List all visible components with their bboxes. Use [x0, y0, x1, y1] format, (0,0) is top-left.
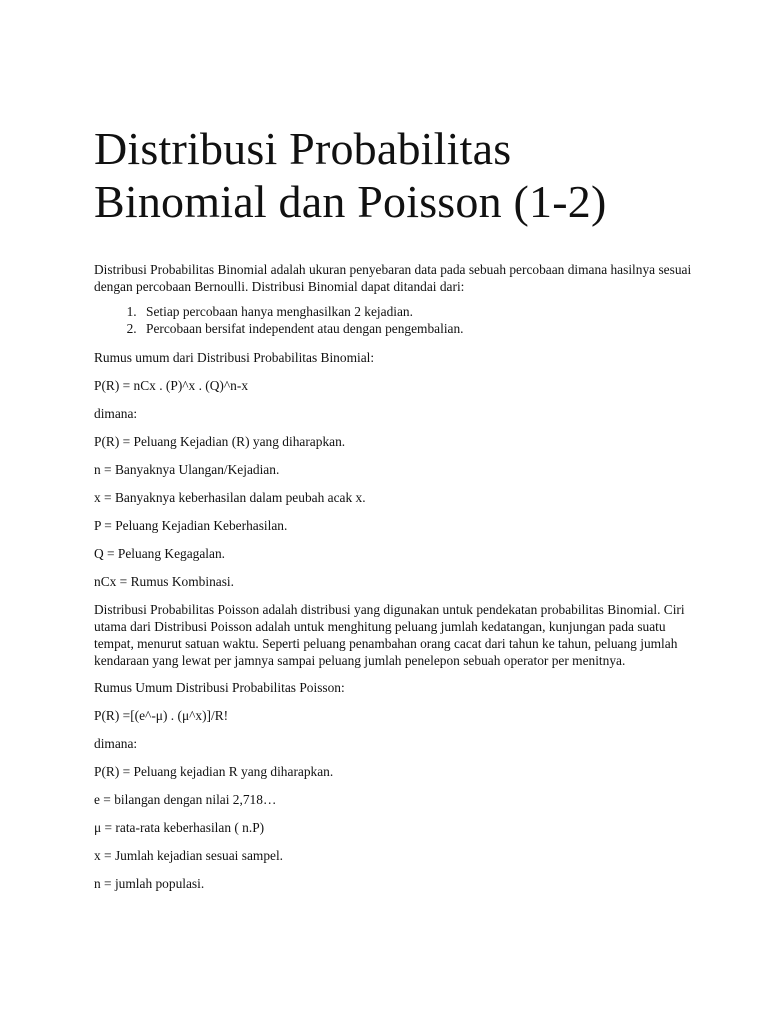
document-title: [94, 122, 694, 228]
poisson-def: e = bilangan dengan nilai 2,718…: [94, 792, 277, 807]
poisson-def: x = Jumlah kejadian sesuai sampel.: [94, 848, 284, 863]
list-item: 1. Setiap percobaan hanya menghasilkan 2 kejadian.: [140, 303, 694, 320]
binomial-def: x = Banyaknya keberhasilan dalam peubah acak x.: [94, 490, 366, 505]
poisson-dimana: dimana:: [94, 736, 138, 751]
title-line-2: Binomial dan Poisson (1-2): [94, 176, 607, 227]
title-line-1: Distribusi Probabilitas: [94, 123, 512, 174]
binomial-def: n = Banyaknya Ulangan/Kejadian.: [94, 462, 280, 477]
intro-paragraph: Distribusi Probabilitas Binomial adalah ukuran penyebaran data pada sebuah percobaan dimana hasilnya sesuai dengan percobaan Bernoulli. Distribusi Binomial dapat ditandai dari:: [94, 262, 692, 294]
characteristics-list: [94, 303, 694, 337]
binomial-dimana: dimana:: [94, 406, 138, 421]
binomial-def: Q = Peluang Kegagalan.: [94, 546, 226, 561]
binomial-formula: P(R) = nCx . (P)^x . (Q)^n-x: [94, 378, 249, 393]
binomial-def: nCx = Rumus Kombinasi.: [94, 574, 234, 589]
poisson-formula: P(R) =[(e^-μ) . (μ^x)]/R!: [94, 708, 229, 723]
binomial-def: P(R) = Peluang Kejadian (R) yang diharapkan.: [94, 434, 346, 449]
binomial-heading: Rumus umum dari Distribusi Probabilitas Binomial:: [94, 350, 375, 365]
list-item: 2. Percobaan bersifat independent atau dengan pengembalian.: [140, 320, 694, 337]
binomial-def: P = Peluang Kejadian Keberhasilan.: [94, 518, 288, 533]
poisson-def: P(R) = Peluang kejadian R yang diharapkan.: [94, 764, 334, 779]
poisson-heading: Rumus Umum Distribusi Probabilitas Poisson:: [94, 680, 345, 695]
document-page: [94, 122, 694, 903]
poisson-def: μ = rata-rata keberhasilan ( n.P): [94, 820, 265, 835]
poisson-intro-paragraph: Distribusi Probabilitas Poisson adalah distribusi yang digunakan untuk pendekatan probabilitas Binomial. Ciri utama dari Distribusi Poisson adalah untuk menghitung peluang jumlah kedatangan, kunjungan pada suatu tempat, menurut satuan waktu. Seperti peluang penambahan orang cacat dari tahun ke tahun, peluang jumlah kendaraan yang lewat per jamnya sampai peluang jumlah penelepon sebuah operator per menitnya.: [94, 602, 685, 668]
poisson-def: n = jumlah populasi.: [94, 876, 205, 891]
